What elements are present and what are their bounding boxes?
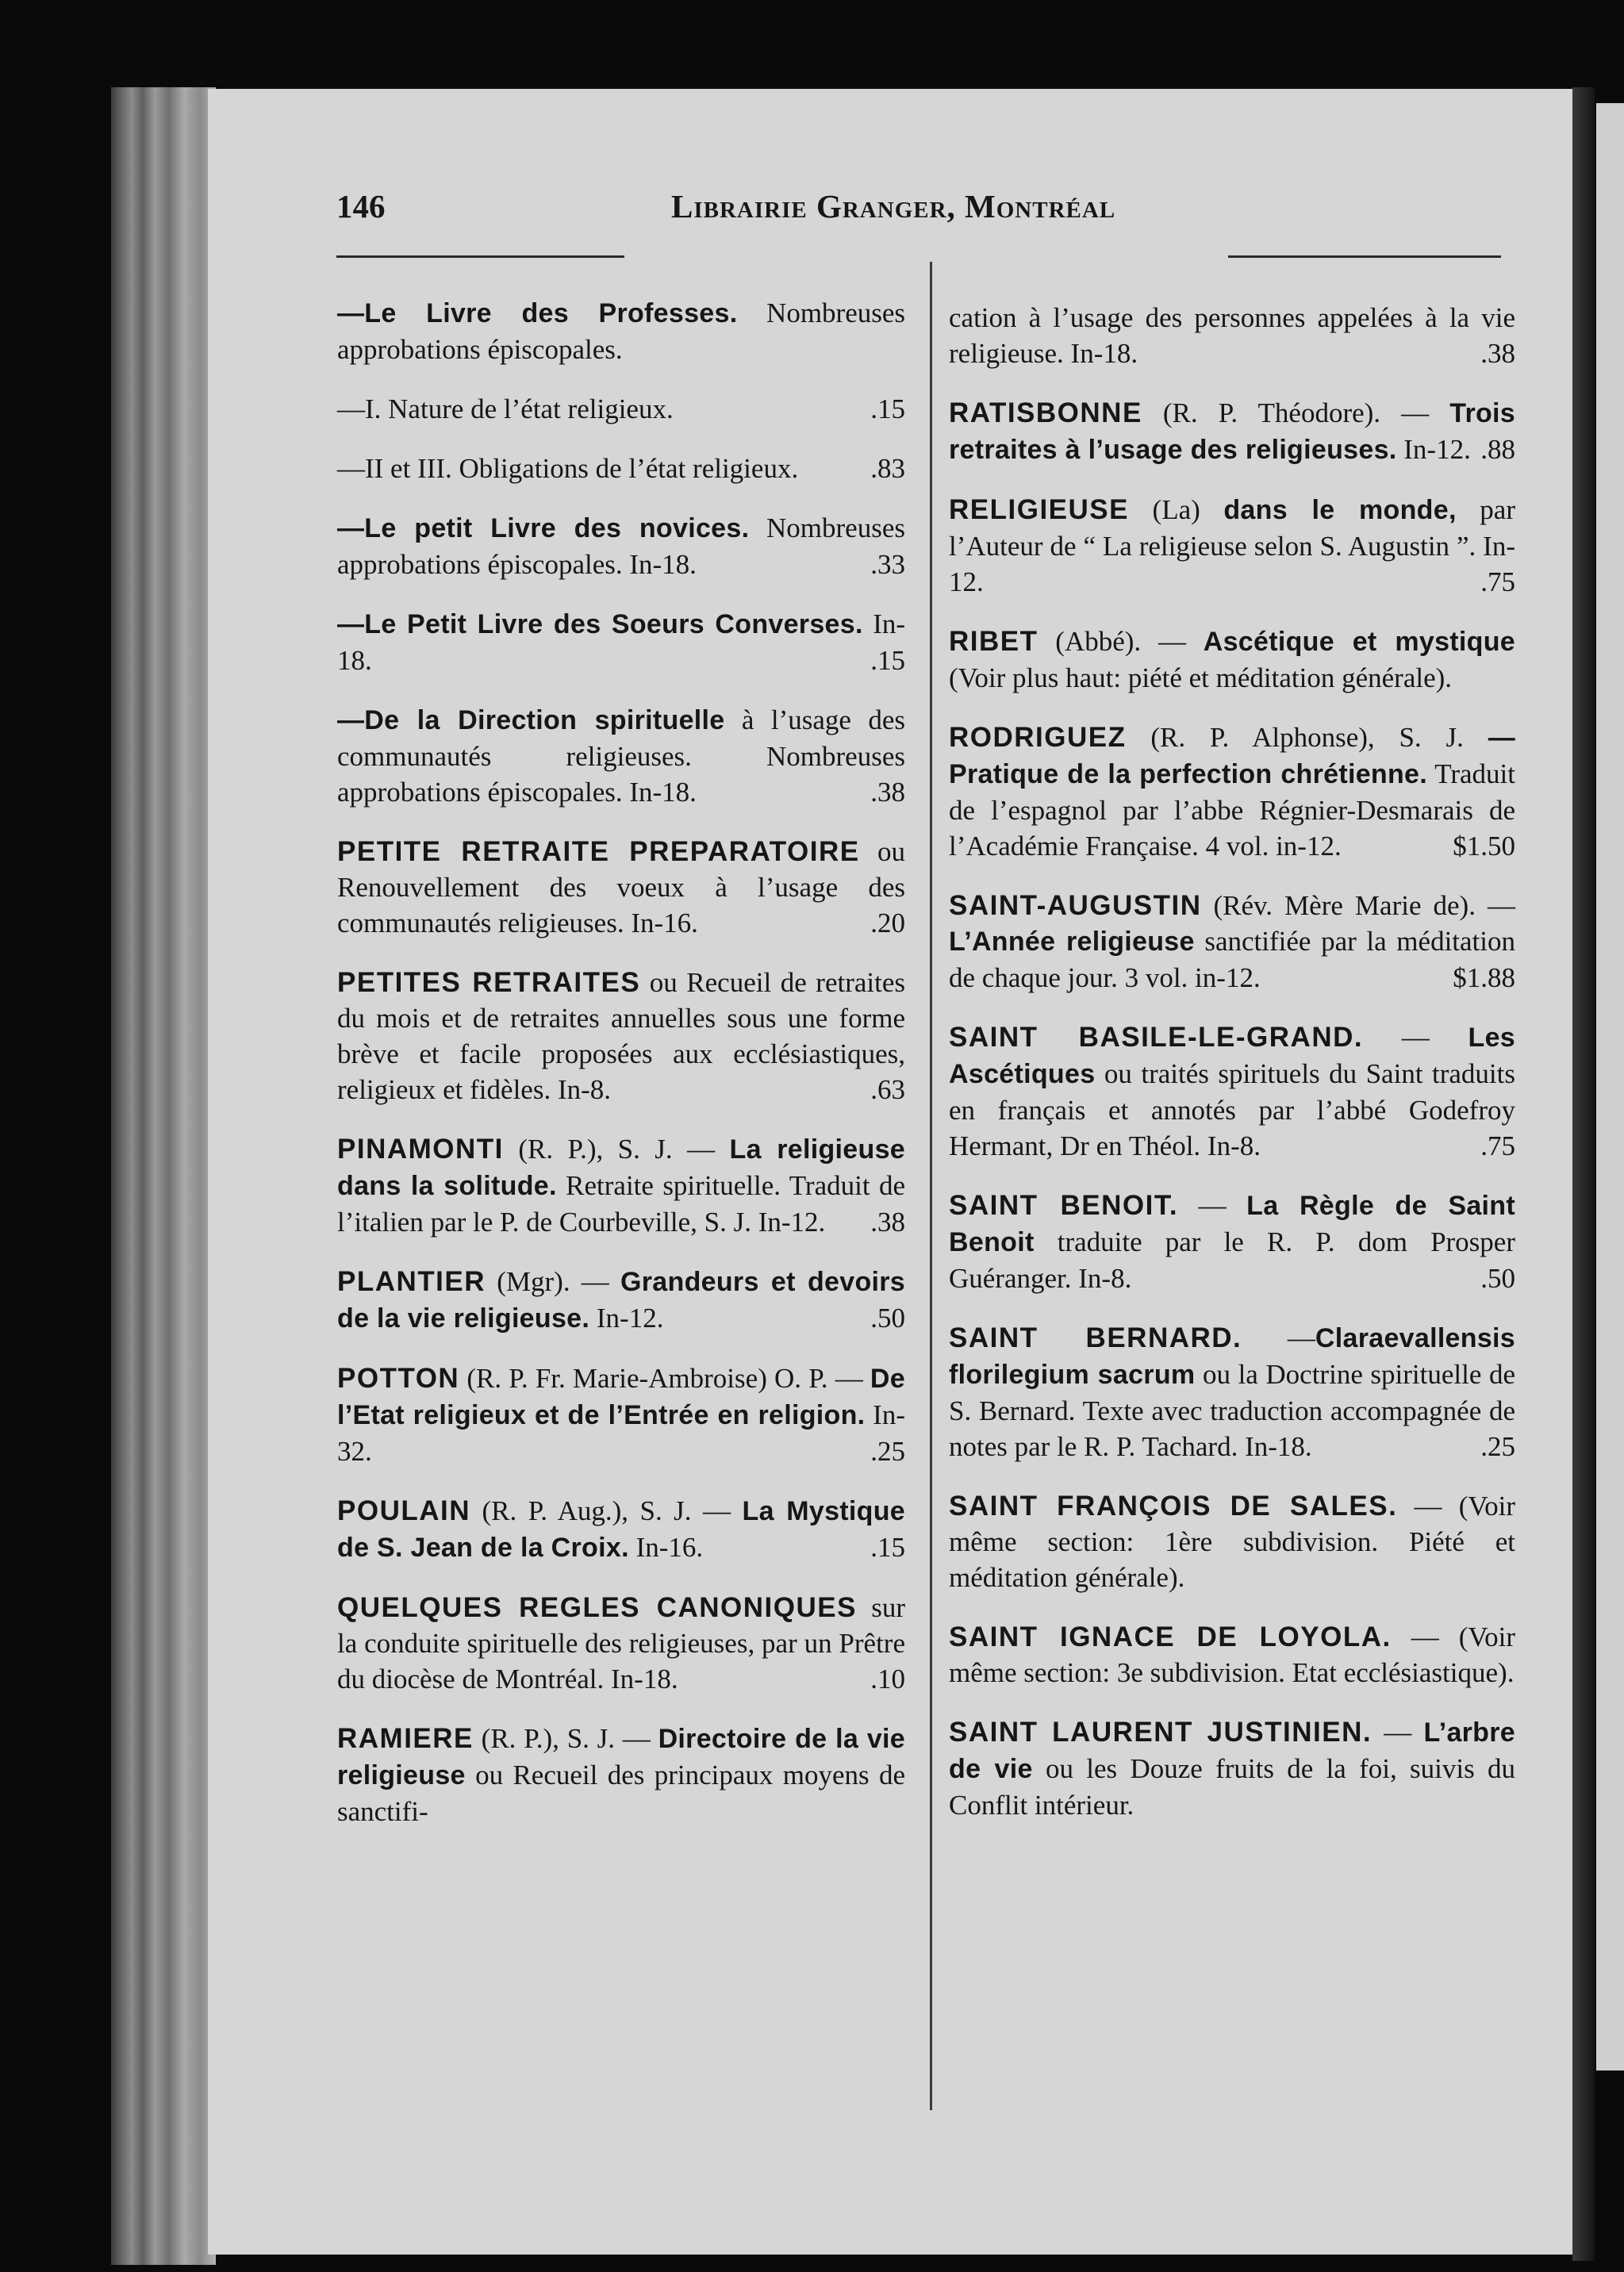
entry-heading: PETITES RETRAITES (337, 967, 641, 998)
entry-text: à l’usage des communautés religieuses. Nombreuses approbations épiscopales. In-18. (337, 704, 905, 808)
entry-details: In-12. (589, 1303, 664, 1334)
entry-details: In-16. (628, 1532, 704, 1563)
entry-price: .15 (870, 393, 905, 424)
entry-text: —I. Nature de l’état religieux. (337, 393, 674, 424)
entry-heading: POTTON (337, 1363, 460, 1394)
entry-text: — (Voir même section: 1ère subdivision. Piété et méditation générale). (949, 1491, 1515, 1593)
entry-text: — (1363, 1022, 1469, 1053)
entry-text: ou Renouvellement des voeux à l’usage des communautés religieuses. In-16. (337, 836, 905, 938)
entry-details: par l’Auteur de “ La religieuse selon S. Augustin ”. In-12. (949, 494, 1515, 597)
entry-heading: RELIGIEUSE (949, 494, 1129, 525)
entry-details: ou les Douze fruits de la foi, suivis du Conflit intérieur. (949, 1753, 1515, 1821)
entry-text: ou Recueil de retraites du mois et de retraites annuelles sous une forme brève et facile proposées aux ecclésiastiques, religieux et fidèles. In-8. (337, 967, 905, 1105)
entry-price: .50 (870, 1303, 905, 1334)
catalog-entry (949, 492, 1515, 600)
catalog-entry (337, 1590, 905, 1697)
catalog-entry (949, 395, 1515, 468)
catalog-entry (337, 391, 905, 427)
entry-text: Nombreuses approbations épiscopales. In-18. (337, 512, 905, 580)
entry-title: Grandeurs et devoirs de la vie religieuse. (337, 1267, 905, 1334)
entry-title: La religieuse dans la solitude. (337, 1134, 905, 1201)
entry-heading: RATISBONNE (949, 397, 1142, 428)
entry-heading: —Le petit Livre des novices. (337, 513, 750, 543)
catalog-entry (337, 965, 905, 1107)
adjacent-page-strip (1596, 103, 1624, 2071)
entry-details: Retraite spirituelle. Traduit de l’italien par le P. de Courbeville, S. J. In-12. (337, 1170, 905, 1238)
entry-text: (Abbé). — (1038, 626, 1204, 657)
catalog-entry (949, 1619, 1515, 1691)
catalog-entry (337, 1264, 905, 1337)
header-rule-right (1228, 255, 1501, 258)
catalog-entry (949, 1320, 1515, 1464)
entry-details: (Voir plus haut: piété et méditation générale). (949, 662, 1453, 693)
running-title: Librairie Granger, Montréal (671, 188, 1116, 225)
entry-price: .33 (870, 549, 905, 580)
entry-title: Directoire de la vie religieuse (337, 1724, 905, 1790)
catalog-entry (949, 1714, 1515, 1823)
catalog-entry (949, 300, 1515, 371)
entry-heading: SAINT LAURENT JUSTINIEN. (949, 1717, 1373, 1748)
entry-text: (La) (1128, 494, 1224, 525)
entry-heading: —De la Direction spirituelle (337, 705, 725, 735)
entry-heading: SAINT FRANÇOIS DE SALES. (949, 1491, 1398, 1522)
catalog-entry (337, 702, 905, 810)
entry-heading: SAINT-AUGUSTIN (949, 890, 1202, 921)
entry-price: .75 (1480, 1130, 1515, 1161)
catalog-entry (337, 606, 905, 678)
entry-details: In-12. (1396, 434, 1471, 465)
entry-price: $1.50 (1453, 831, 1515, 862)
catalog-entry (949, 1188, 1515, 1296)
entry-heading: RAMIERE (337, 1723, 474, 1754)
entry-price: .25 (1480, 1431, 1515, 1462)
entry-title: Trois retraites à l’usage des religieuses. (949, 398, 1515, 465)
catalog-entry (949, 624, 1515, 696)
entry-price: .10 (870, 1664, 905, 1694)
entry-text: — (1372, 1717, 1424, 1748)
left-column (337, 295, 905, 1853)
catalog-entry (337, 295, 905, 367)
entry-title: Ascétique et mystique (1203, 627, 1515, 657)
entry-heading: SAINT BASILE-LE-GRAND. (949, 1022, 1364, 1053)
entry-heading: SAINT BERNARD. (949, 1322, 1242, 1353)
entry-text: cation à l’usage des personnes appelées à la vie religieuse. In-18. (949, 302, 1515, 369)
entry-price: .38 (870, 1207, 905, 1238)
entry-heading: QUELQUES REGLES CANONIQUES (337, 1592, 857, 1623)
entry-price: .20 (870, 908, 905, 938)
entry-text: (Rév. Mère Marie de). — (1201, 890, 1515, 921)
entry-details: ou Recueil des principaux moyens de sanctifi- (337, 1760, 905, 1827)
catalog-entry (949, 720, 1515, 864)
entry-title: La Mystique de S. Jean de la Croix. (337, 1496, 906, 1563)
book-page-edges (111, 87, 216, 2265)
entry-title: La Règle de Saint Benoit (949, 1191, 1515, 1257)
entry-price: .15 (870, 1532, 905, 1563)
entry-title: L’Année religieuse (949, 927, 1195, 957)
entry-title: —Pratique de la perfection chrétienne. (949, 723, 1515, 789)
entry-heading: PLANTIER (337, 1266, 486, 1297)
entry-text: — (1178, 1190, 1247, 1221)
entry-title: dans le monde, (1223, 495, 1457, 525)
entry-price: .63 (870, 1074, 905, 1105)
entry-price: .15 (870, 645, 905, 676)
entry-text: (R. P. Aug.), S. J. — (470, 1495, 743, 1526)
entry-heading: SAINT BENOIT. (949, 1190, 1179, 1221)
catalog-entry (337, 834, 905, 941)
entry-text: (R. P. Théodore). — (1142, 397, 1450, 428)
catalog-entry (337, 1493, 905, 1566)
entry-text: Nombreuses approbations épiscopales. (337, 297, 906, 365)
entry-text: — (Voir même section: 3e subdivision. Etat ecclésiastique). (949, 1621, 1515, 1688)
entry-details: sanctifiée par la méditation de chaque jour. 3 vol. in-12. (949, 926, 1515, 993)
entry-text: (Mgr). — (486, 1266, 621, 1297)
entry-text: —II et III. Obligations de l’état religieux. (337, 453, 799, 484)
entry-title: De l’Etat religieux et de l’Entrée en religion. (337, 1364, 905, 1430)
entry-price: .83 (870, 453, 905, 484)
entry-price: .50 (1480, 1263, 1515, 1294)
page-number: 146 (336, 188, 386, 225)
entry-price: .75 (1480, 566, 1515, 597)
entry-details: In-32. (337, 1399, 905, 1467)
entry-details: ou la Doctrine spirituelle de S. Bernard. Texte avec traduction accompagnée de notes par le R. P. Tachard. In-18. (949, 1359, 1515, 1462)
catalog-entry (949, 1488, 1515, 1595)
entry-price: .38 (1480, 338, 1515, 369)
catalog-entry (949, 1019, 1515, 1164)
entry-details: traduite par le R. P. dom Prosper Guéranger. In-8. (949, 1226, 1515, 1294)
entry-text: sur la conduite spirituelle des religieuses, par un Prêtre du diocèse de Montréal. In-18. (337, 1592, 905, 1694)
header-rule-left (336, 255, 624, 258)
entry-text: (R. P.), S. J. — (473, 1723, 658, 1754)
entry-heading: —Le Petit Livre des Soeurs Converses. (337, 609, 863, 639)
catalog-entry (337, 451, 905, 486)
catalog-entry (337, 1721, 905, 1829)
entry-heading: SAINT IGNACE DE LOYOLA. (949, 1621, 1392, 1652)
entry-text: (R. P. Alphonse), S. J. (1126, 722, 1488, 753)
right-column (949, 300, 1515, 1847)
entry-price: .25 (870, 1436, 905, 1467)
entry-text: In-18. (337, 608, 905, 676)
catalog-entry (949, 888, 1515, 996)
catalog-entry (337, 1361, 905, 1469)
entry-heading: —Le Livre des Professes. (337, 298, 738, 328)
entry-heading: RIBET (949, 626, 1039, 657)
entry-heading: PETITE RETRAITE PREPARATOIRE (337, 836, 860, 867)
entry-heading: POULAIN (337, 1495, 470, 1526)
entry-details: ou traités spirituels du Saint traduits en français et annotés par l’abbé Godefroy Hermant, Dr en Théol. In-8. (949, 1058, 1515, 1161)
book-gutter (1572, 87, 1595, 2261)
catalog-entry (337, 1131, 905, 1240)
entry-text: — (1242, 1322, 1315, 1353)
catalog-entry (337, 510, 905, 582)
entry-text: (R. P. Fr. Marie-Ambroise) O. P. — (459, 1363, 870, 1394)
entry-heading: PINAMONTI (337, 1134, 504, 1165)
entry-details: Traduit de l’espagnol par l’abbe Régnier-Desmarais de l’Académie Française. 4 vol. in-12. (949, 758, 1515, 862)
entry-price: .88 (1480, 434, 1515, 465)
entry-text: (R. P.), S. J. — (503, 1134, 730, 1165)
entry-price: .38 (870, 777, 905, 808)
column-divider (930, 262, 932, 2110)
entry-title: L’arbre de vie (949, 1717, 1515, 1784)
entry-heading: RODRIGUEZ (949, 722, 1127, 753)
entry-title: Claraevallensis florilegium sacrum (949, 1323, 1516, 1390)
entry-title: Les Ascétiques (949, 1023, 1516, 1089)
entry-price: $1.88 (1453, 962, 1515, 993)
page-header (336, 187, 1503, 243)
